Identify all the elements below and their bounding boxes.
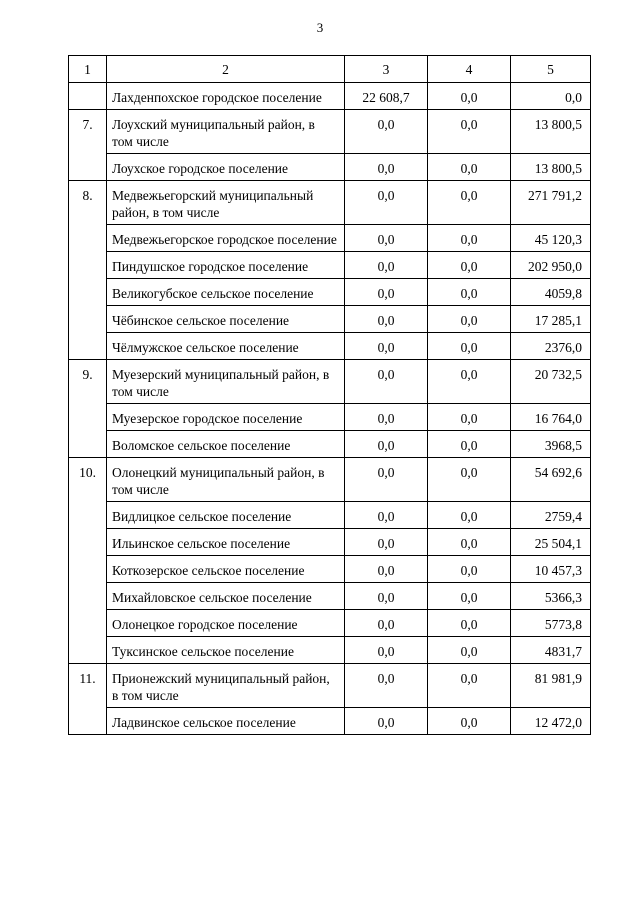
table-row: [69, 404, 591, 431]
header-col-1: 1: [69, 56, 107, 83]
row-name: Медвежьегорский муниципальный район, в том числе: [107, 181, 345, 225]
row-value-col4: 0,0: [428, 637, 511, 664]
row-value-col4: 0,0: [428, 279, 511, 306]
row-name: Лахденпохское городское поселение: [107, 83, 345, 110]
row-name: Воломское сельское поселение: [107, 431, 345, 458]
row-value-col4: 0,0: [428, 431, 511, 458]
row-number: [69, 610, 107, 637]
table-row: [69, 708, 591, 735]
row-number: [69, 529, 107, 556]
table-row: [69, 83, 591, 110]
row-value-col4: 0,0: [428, 404, 511, 431]
row-value-col5: 4059,8: [511, 279, 591, 306]
table-row: [69, 252, 591, 279]
row-number: [69, 83, 107, 110]
row-value-col4: 0,0: [428, 306, 511, 333]
row-name: Лоухский муниципальный район, в том числе: [107, 110, 345, 154]
row-value-col5: 12 472,0: [511, 708, 591, 735]
row-number: [69, 252, 107, 279]
row-value-col3: 0,0: [345, 610, 428, 637]
row-value-col4: 0,0: [428, 154, 511, 181]
row-name: Чёбинское сельское поселение: [107, 306, 345, 333]
row-value-col4: 0,0: [428, 664, 511, 708]
row-value-col3: 0,0: [345, 181, 428, 225]
row-value-col5: 5366,3: [511, 583, 591, 610]
table-row: [69, 664, 591, 708]
row-name: Олонецкое городское поселение: [107, 610, 345, 637]
row-value-col5: 81 981,9: [511, 664, 591, 708]
row-number: [69, 404, 107, 431]
row-value-col3: 0,0: [345, 404, 428, 431]
row-value-col3: 22 608,7: [345, 83, 428, 110]
header-col-5: 5: [511, 56, 591, 83]
table-row: [69, 306, 591, 333]
table-row: [69, 431, 591, 458]
table-row: [69, 181, 591, 225]
row-value-col3: 0,0: [345, 333, 428, 360]
row-number: [69, 154, 107, 181]
row-value-col3: 0,0: [345, 556, 428, 583]
row-value-col4: 0,0: [428, 583, 511, 610]
table-row: [69, 225, 591, 252]
row-value-col4: 0,0: [428, 556, 511, 583]
row-number: [69, 637, 107, 664]
row-name: Медвежьегорское городское поселение: [107, 225, 345, 252]
row-name: Муезерское городское поселение: [107, 404, 345, 431]
table-row: [69, 110, 591, 154]
row-value-col5: 2759,4: [511, 502, 591, 529]
row-value-col5: 202 950,0: [511, 252, 591, 279]
header-col-4: 4: [428, 56, 511, 83]
row-value-col5: 271 791,2: [511, 181, 591, 225]
row-number: [69, 583, 107, 610]
row-number: [69, 708, 107, 735]
row-value-col5: 3968,5: [511, 431, 591, 458]
row-number: [69, 306, 107, 333]
table-row: [69, 154, 591, 181]
row-value-col3: 0,0: [345, 154, 428, 181]
table-row: [69, 279, 591, 306]
row-name: Коткозерское сельское поселение: [107, 556, 345, 583]
row-name: Туксинское сельское поселение: [107, 637, 345, 664]
table-row: [69, 458, 591, 502]
table-row: [69, 610, 591, 637]
row-value-col5: 25 504,1: [511, 529, 591, 556]
row-value-col4: 0,0: [428, 360, 511, 404]
row-number: 11.: [69, 664, 107, 708]
row-value-col4: 0,0: [428, 252, 511, 279]
row-value-col3: 0,0: [345, 225, 428, 252]
row-value-col3: 0,0: [345, 583, 428, 610]
row-value-col4: 0,0: [428, 610, 511, 637]
table-row: [69, 502, 591, 529]
row-value-col5: 20 732,5: [511, 360, 591, 404]
row-value-col5: 13 800,5: [511, 154, 591, 181]
row-value-col5: 45 120,3: [511, 225, 591, 252]
row-value-col4: 0,0: [428, 225, 511, 252]
row-name: Олонецкий муниципальный район, в том числе: [107, 458, 345, 502]
table-row: [69, 529, 591, 556]
row-number: 9.: [69, 360, 107, 404]
row-value-col4: 0,0: [428, 458, 511, 502]
row-value-col3: 0,0: [345, 637, 428, 664]
row-value-col5: 16 764,0: [511, 404, 591, 431]
row-name: Великогубское сельское поселение: [107, 279, 345, 306]
row-value-col4: 0,0: [428, 333, 511, 360]
row-value-col3: 0,0: [345, 431, 428, 458]
row-number: [69, 502, 107, 529]
table-row: [69, 333, 591, 360]
table-header-row: [69, 56, 591, 83]
row-value-col5: 17 285,1: [511, 306, 591, 333]
row-value-col5: 54 692,6: [511, 458, 591, 502]
row-number: 8.: [69, 181, 107, 225]
table-row: [69, 556, 591, 583]
page-number: 3: [316, 20, 324, 35]
header-col-3: 3: [345, 56, 428, 83]
row-name: Муезерский муниципальный район, в том числе: [107, 360, 345, 404]
row-value-col3: 0,0: [345, 360, 428, 404]
row-name: Ладвинское сельское поселение: [107, 708, 345, 735]
row-name: Прионежский муниципальный район, в том числе: [107, 664, 345, 708]
table-row: [69, 360, 591, 404]
row-number: [69, 556, 107, 583]
row-name: Лоухское городское поселение: [107, 154, 345, 181]
row-name: Чёлмужское сельское поселение: [107, 333, 345, 360]
row-value-col5: 5773,8: [511, 610, 591, 637]
row-value-col3: 0,0: [345, 252, 428, 279]
row-value-col4: 0,0: [428, 708, 511, 735]
row-number: [69, 225, 107, 252]
row-value-col3: 0,0: [345, 664, 428, 708]
row-value-col3: 0,0: [345, 529, 428, 556]
row-value-col5: 10 457,3: [511, 556, 591, 583]
table-row: [69, 583, 591, 610]
row-value-col3: 0,0: [345, 306, 428, 333]
row-name: Михайловское сельское поселение: [107, 583, 345, 610]
row-number: [69, 279, 107, 306]
budget-table: [68, 55, 591, 735]
row-value-col4: 0,0: [428, 529, 511, 556]
row-value-col5: 4831,7: [511, 637, 591, 664]
row-name: Пиндушское городское поселение: [107, 252, 345, 279]
row-value-col4: 0,0: [428, 83, 511, 110]
row-value-col3: 0,0: [345, 502, 428, 529]
table-row: [69, 637, 591, 664]
row-value-col4: 0,0: [428, 181, 511, 225]
row-value-col3: 0,0: [345, 708, 428, 735]
row-name: Ильинское сельское поселение: [107, 529, 345, 556]
header-col-2: 2: [107, 56, 345, 83]
row-value-col3: 0,0: [345, 458, 428, 502]
row-value-col3: 0,0: [345, 110, 428, 154]
row-value-col5: 0,0: [511, 83, 591, 110]
row-number: [69, 431, 107, 458]
row-value-col5: 13 800,5: [511, 110, 591, 154]
row-value-col4: 0,0: [428, 502, 511, 529]
row-value-col5: 2376,0: [511, 333, 591, 360]
row-number: 10.: [69, 458, 107, 502]
row-number: 7.: [69, 110, 107, 154]
row-number: [69, 333, 107, 360]
row-name: Видлицкое сельское поселение: [107, 502, 345, 529]
row-value-col3: 0,0: [345, 279, 428, 306]
row-value-col4: 0,0: [428, 110, 511, 154]
